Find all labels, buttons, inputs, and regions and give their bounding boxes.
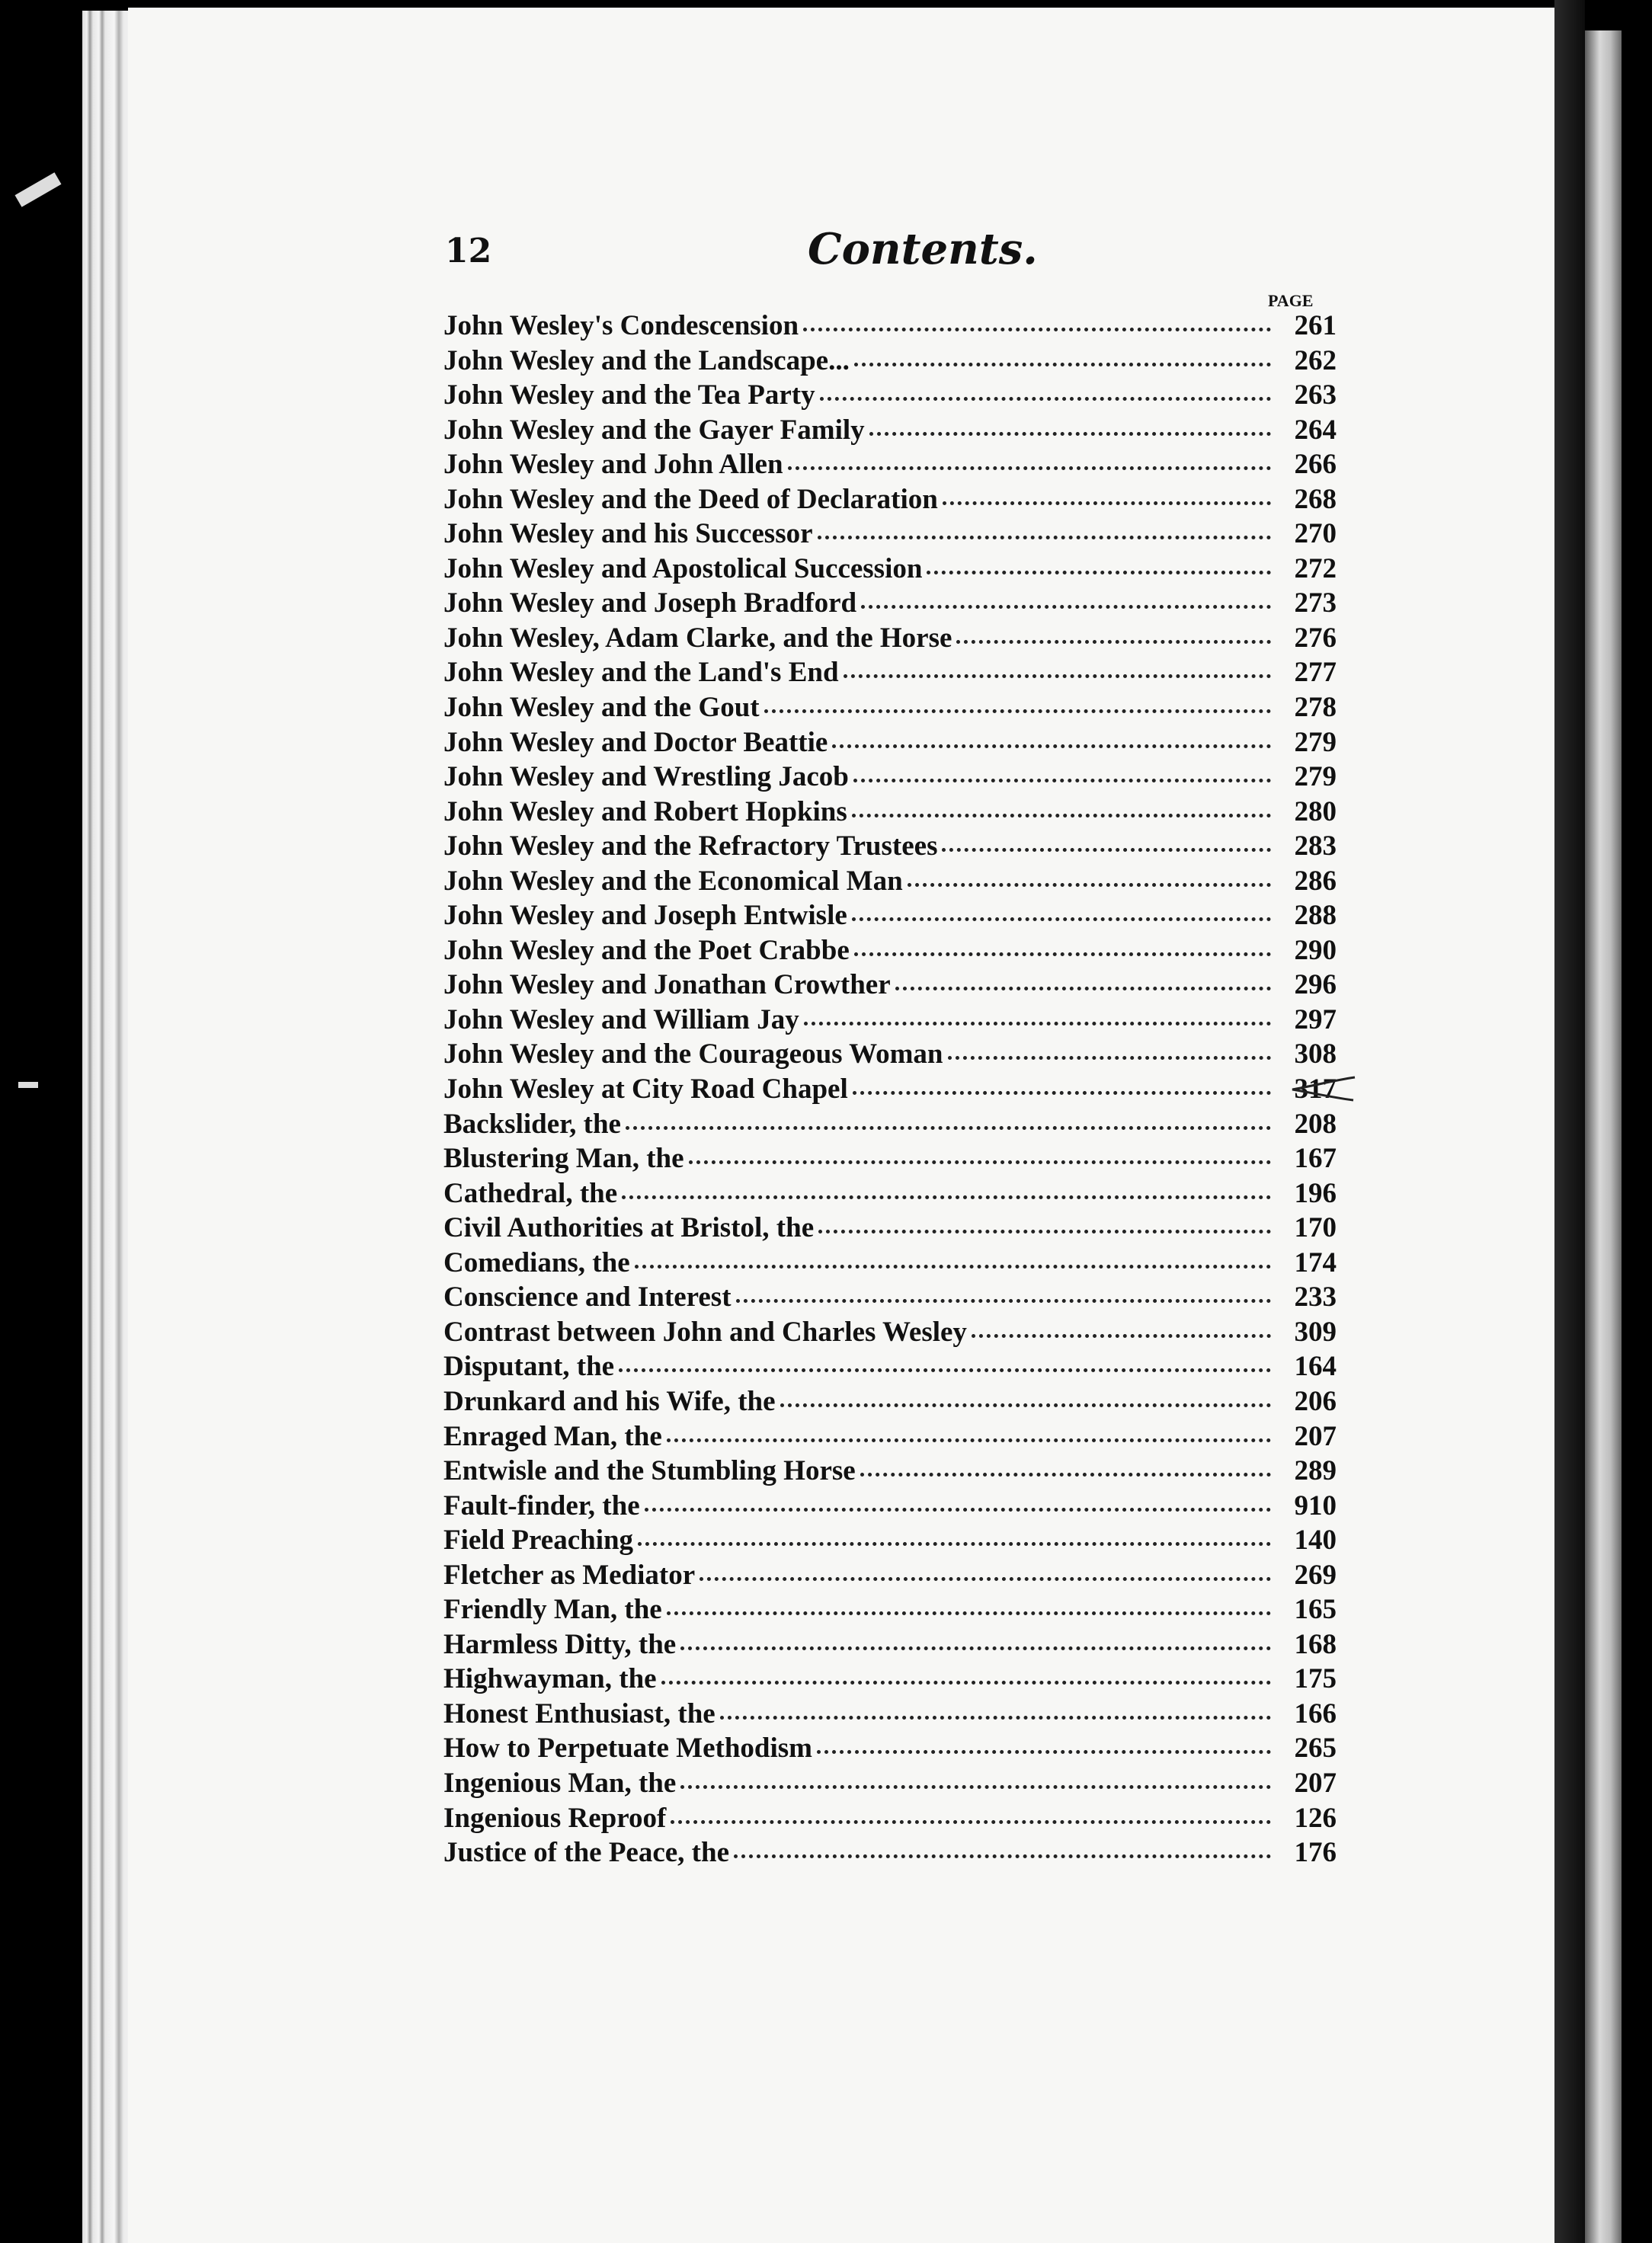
toc-entry-title: John Wesley at City Road Chapel: [443, 1074, 848, 1106]
dot-leader: [788, 466, 1271, 470]
toc-entry-page: 126: [1294, 1802, 1337, 1834]
right-page-gutter: [1554, 0, 1585, 2243]
toc-entry-page: 165: [1294, 1594, 1337, 1626]
toc-entry-title: Conscience and Interest: [443, 1281, 732, 1313]
toc-entry-page: 264: [1294, 414, 1337, 446]
facing-page-edge: [1585, 30, 1622, 2243]
dot-leader: [619, 1368, 1271, 1372]
toc-entry-title: Ingenious Reproof: [443, 1802, 667, 1834]
toc-entry-page: 910: [1294, 1489, 1337, 1521]
toc-entry: [443, 379, 1337, 414]
toc-entry: [443, 1142, 1337, 1177]
toc-entry: [443, 344, 1337, 379]
dot-leader: [667, 1438, 1271, 1442]
toc-entry-page: 273: [1294, 587, 1337, 619]
toc-entry-title: Justice of the Peace, the: [443, 1837, 730, 1869]
toc-entry-page: 266: [1294, 449, 1337, 481]
dot-leader: [854, 952, 1271, 956]
dot-leader: [689, 1160, 1271, 1164]
toc-entry-title: Disputant, the: [443, 1351, 615, 1383]
dot-leader: [635, 1265, 1271, 1269]
dot-leader: [622, 1195, 1271, 1199]
toc-entry-title: John Wesley and the Refractory Trustees: [443, 830, 938, 862]
toc-entry-page: 208: [1294, 1108, 1337, 1140]
toc-entry-page: 276: [1294, 622, 1337, 654]
toc-entry: [443, 1385, 1337, 1420]
toc-entry: [443, 1073, 1337, 1108]
toc-entry: [443, 865, 1337, 900]
toc-entry-title: John Wesley and John Allen: [443, 449, 783, 481]
dot-leader: [943, 501, 1271, 505]
toc-entry-page: 296: [1294, 969, 1337, 1001]
toc-entry-title: How to Perpetuate Methodism: [443, 1733, 812, 1765]
toc-entry-title: John Wesley and Robert Hopkins: [443, 795, 847, 827]
dot-leader: [853, 1091, 1271, 1095]
toc-entry: [443, 1316, 1337, 1351]
dot-leader: [661, 1681, 1271, 1685]
dot-leader: [645, 1508, 1271, 1512]
toc-entry-title: Field Preaching: [443, 1525, 634, 1557]
toc-entry-title: John Wesley, Adam Clarke, and the Horse: [443, 622, 952, 654]
toc-entry-page: 289: [1294, 1455, 1337, 1487]
dot-leader: [680, 1646, 1271, 1650]
dot-leader: [895, 987, 1271, 990]
toc-entry-title: Fletcher as Mediator: [443, 1559, 696, 1591]
toc-entry-title: Cathedral, the: [443, 1177, 618, 1209]
toc-entry: [443, 656, 1337, 691]
toc-entry-page: 207: [1294, 1767, 1337, 1799]
toc-entry-page: 168: [1294, 1628, 1337, 1660]
toc-entry-title: John Wesley and the Economical Man: [443, 865, 903, 897]
toc-entry-title: Drunkard and his Wife, the: [443, 1385, 776, 1417]
toc-entry: [443, 760, 1337, 795]
toc-entry-page: 283: [1294, 830, 1337, 862]
dot-leader: [861, 605, 1271, 609]
toc-entry: [443, 691, 1337, 726]
toc-entry-title: John Wesley and Joseph Entwisle: [443, 900, 847, 932]
dot-leader: [908, 883, 1271, 887]
toc-entry: [443, 1836, 1337, 1871]
toc-entry-title: Entwisle and the Stumbling Horse: [443, 1455, 856, 1487]
toc-entry-page: 261: [1294, 310, 1337, 341]
toc-entry-title: Contrast between John and Charles Wesley: [443, 1316, 967, 1348]
toc-entry: [443, 552, 1337, 587]
toc-entry-title: John Wesley and the Courageous Woman: [443, 1038, 943, 1070]
toc-entry-page: 286: [1294, 865, 1337, 897]
toc-entry-page: 272: [1294, 552, 1337, 584]
toc-entry-page: 207: [1294, 1420, 1337, 1452]
toc-entry: [443, 1003, 1337, 1038]
toc-entry-page: 233: [1294, 1281, 1337, 1313]
dot-leader: [948, 1056, 1271, 1060]
toc-entry-title: Harmless Ditty, the: [443, 1628, 677, 1660]
toc-entry-page: 297: [1294, 1003, 1337, 1035]
toc-entry-page: 280: [1294, 795, 1337, 827]
toc-entry-title: John Wesley and William Jay: [443, 1003, 799, 1035]
toc-entry: [443, 1246, 1337, 1281]
toc-entry: [443, 622, 1337, 657]
dot-leader: [626, 1126, 1271, 1130]
dot-leader: [832, 744, 1271, 748]
toc-entry-title: John Wesley and the Poet Crabbe: [443, 934, 850, 966]
toc-entry-page: 262: [1294, 344, 1337, 376]
toc-entry-title: Blustering Man, the: [443, 1143, 684, 1175]
toc-entry-page: 309: [1294, 1316, 1337, 1348]
dot-leader: [680, 1785, 1271, 1789]
dot-leader: [817, 1750, 1271, 1754]
scan-speck: [15, 172, 62, 207]
toc-entry-page: 167: [1294, 1143, 1337, 1175]
dot-leader: [720, 1716, 1271, 1720]
page-number: 12: [445, 232, 492, 270]
toc-entry-title: Friendly Man, the: [443, 1594, 662, 1626]
dot-leader: [667, 1611, 1271, 1615]
table-of-contents: [443, 309, 1337, 1871]
toc-entry: [443, 517, 1337, 552]
toc-entry-page: 290: [1294, 934, 1337, 966]
dot-leader: [972, 1334, 1271, 1338]
dot-leader: [818, 536, 1271, 539]
toc-entry: [443, 726, 1337, 761]
dot-leader: [764, 709, 1271, 713]
toc-entry-page: 279: [1294, 761, 1337, 793]
toc-entry-title: John Wesley and Doctor Beattie: [443, 726, 828, 758]
toc-entry: [443, 414, 1337, 449]
dot-leader: [803, 328, 1271, 331]
toc-entry: [443, 1350, 1337, 1385]
toc-entry-title: Enraged Man, the: [443, 1420, 662, 1452]
toc-entry-title: John Wesley and Jonathan Crowther: [443, 969, 891, 1001]
toc-entry-page: 174: [1294, 1246, 1337, 1278]
pencil-check-mark: [1288, 1073, 1356, 1103]
toc-entry-page: 263: [1294, 379, 1337, 411]
toc-entry: [443, 1420, 1337, 1455]
toc-entry: [443, 934, 1337, 969]
toc-entry-title: John Wesley and the Deed of Declaration: [443, 483, 938, 515]
toc-entry-title: John Wesley's Condescension: [443, 310, 799, 341]
toc-entry-page: 166: [1294, 1697, 1337, 1729]
dot-leader: [869, 432, 1271, 436]
toc-entry: [443, 1628, 1337, 1663]
toc-entry: [443, 830, 1337, 865]
dot-leader: [853, 779, 1271, 782]
toc-entry-page: 270: [1294, 518, 1337, 550]
toc-entry-title: John Wesley and the Gout: [443, 692, 760, 724]
toc-entry-title: John Wesley and the Land's End: [443, 657, 839, 689]
toc-entry: [443, 1108, 1337, 1143]
toc-entry-title: John Wesley and the Tea Party: [443, 379, 815, 411]
toc-entry-page: 288: [1294, 900, 1337, 932]
toc-entry-page: 206: [1294, 1385, 1337, 1417]
toc-entry-title: Civil Authorities at Bristol, the: [443, 1212, 815, 1244]
toc-entry-title: Fault-finder, the: [443, 1489, 640, 1521]
toc-entry: [443, 1697, 1337, 1733]
dot-leader: [734, 1854, 1271, 1858]
dot-leader: [852, 814, 1271, 818]
page-column-label: PAGE: [1268, 291, 1314, 310]
toc-entry-title: John Wesley and the Gayer Family: [443, 414, 865, 446]
toc-entry: [443, 483, 1337, 518]
dot-leader: [820, 397, 1271, 401]
toc-entry: [443, 795, 1337, 830]
dot-leader: [927, 571, 1271, 574]
toc-entry-page: 278: [1294, 692, 1337, 724]
toc-entry: [443, 1177, 1337, 1212]
toc-entry-title: John Wesley and Apostolical Succession: [443, 552, 923, 584]
toc-entry: [443, 587, 1337, 622]
toc-entry: [443, 1038, 1337, 1073]
toc-entry-page: 268: [1294, 483, 1337, 515]
toc-entry: [443, 448, 1337, 483]
toc-entry: [443, 1524, 1337, 1559]
toc-entry: [443, 968, 1337, 1003]
toc-entry-page: 175: [1294, 1663, 1337, 1695]
toc-entry: [443, 309, 1337, 344]
dot-leader: [818, 1230, 1271, 1233]
toc-entry-title: John Wesley and Wrestling Jacob: [443, 761, 849, 793]
dot-leader: [844, 674, 1271, 678]
toc-entry-title: Ingenious Man, the: [443, 1767, 677, 1799]
dot-leader: [956, 640, 1271, 644]
toc-entry: [443, 899, 1337, 934]
dot-leader: [780, 1403, 1271, 1407]
toc-entry: [443, 1732, 1337, 1767]
toc-entry-title: Highwayman, the: [443, 1663, 657, 1695]
toc-entry: [443, 1559, 1337, 1594]
page-title: Contents.: [808, 224, 1038, 274]
toc-entry-page: 265: [1294, 1733, 1337, 1765]
dot-leader: [860, 1473, 1271, 1477]
dot-leader: [736, 1299, 1271, 1303]
toc-entry-page: 269: [1294, 1559, 1337, 1591]
dot-leader: [942, 848, 1271, 852]
toc-entry-title: Honest Enthusiast, the: [443, 1697, 716, 1729]
toc-entry-page: 170: [1294, 1212, 1337, 1244]
toc-entry: [443, 1767, 1337, 1802]
toc-entry: [443, 1281, 1337, 1316]
dot-leader: [700, 1577, 1271, 1581]
toc-entry: [443, 1802, 1337, 1837]
toc-entry: [443, 1662, 1337, 1697]
scan-speck: [18, 1082, 38, 1088]
toc-entry-page: 164: [1294, 1351, 1337, 1383]
dot-leader: [854, 363, 1271, 366]
dot-leader: [852, 917, 1271, 921]
toc-entry-page: 196: [1294, 1177, 1337, 1209]
toc-entry: [443, 1489, 1337, 1525]
toc-entry-page: 317: [1294, 1074, 1337, 1106]
toc-entry-title: John Wesley and Joseph Bradford: [443, 587, 857, 619]
toc-entry-page: 308: [1294, 1038, 1337, 1070]
toc-entry-page: 176: [1294, 1837, 1337, 1869]
toc-entry-page: 279: [1294, 726, 1337, 758]
toc-entry-title: John Wesley and the Landscape...: [443, 344, 850, 376]
toc-entry-page: 140: [1294, 1525, 1337, 1557]
toc-entry-page: 277: [1294, 657, 1337, 689]
toc-entry-title: John Wesley and his Successor: [443, 518, 813, 550]
toc-entry: [443, 1211, 1337, 1246]
toc-entry: [443, 1593, 1337, 1628]
dot-leader: [671, 1820, 1271, 1824]
toc-entry-title: Comedians, the: [443, 1246, 630, 1278]
dot-leader: [804, 1022, 1271, 1026]
dot-leader: [638, 1542, 1271, 1546]
toc-entry: [443, 1454, 1337, 1489]
toc-entry-title: Backslider, the: [443, 1108, 621, 1140]
